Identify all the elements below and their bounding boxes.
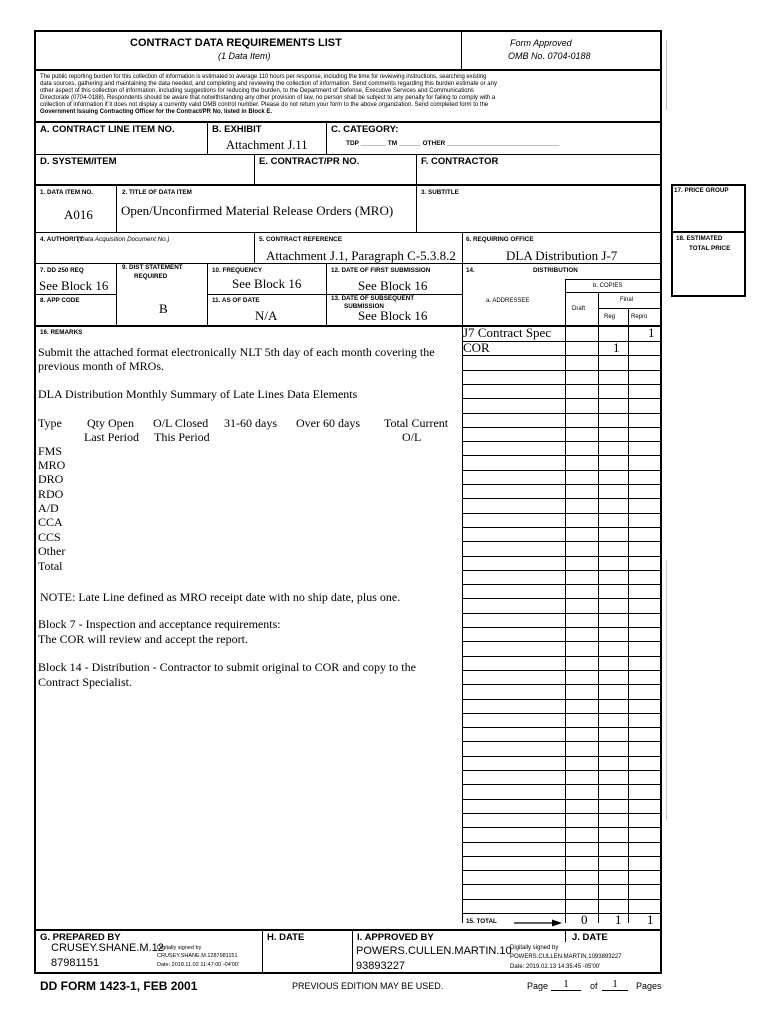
data-item-no[interactable]: A016 — [64, 207, 93, 222]
block-7-label: 7. DD 250 REQ — [40, 267, 84, 274]
distribution-row-line — [462, 699, 660, 700]
distribution-row-line — [462, 713, 660, 714]
rule — [35, 184, 661, 186]
repro-heading: Repro — [631, 314, 648, 320]
distribution-row-line — [462, 670, 660, 671]
remarks-line: previous month of MROs. — [38, 359, 164, 373]
block-8-label: 8. APP CODE — [40, 297, 80, 304]
remarks-block7: Block 7 - Inspection and acceptance requirements: — [38, 617, 281, 631]
distribution-row-line — [462, 570, 660, 571]
distribution-row-line — [462, 398, 660, 399]
divider — [116, 185, 117, 232]
divider — [565, 930, 566, 942]
block-3-label: 3. SUBTITLE — [421, 189, 459, 196]
block-2-label: 2. TITLE OF DATA ITEM — [122, 189, 192, 196]
notice-line: Directorate (0704-0188). Respondents should be aware that notwithstanding any other provision of law, no person shall be subject to any penalty for failing to comply with a — [40, 95, 496, 101]
block-f-label: F. CONTRACTOR — [421, 156, 499, 167]
form-title: CONTRACT DATA REQUIREMENTS LIST — [130, 37, 342, 49]
type-row: CCS — [38, 530, 61, 544]
block-5-label: 5. CONTRACT REFERENCE — [259, 236, 342, 243]
rule — [35, 154, 661, 155]
distribution-row-line — [462, 513, 660, 514]
block-4-note: (Data Acquisition Document No.) — [78, 236, 170, 243]
distribution-row-line — [462, 641, 660, 642]
distribution-row-line — [462, 856, 660, 857]
column-31-60: 31-60 days — [224, 416, 277, 430]
block-9-label-2: REQUIRED — [134, 273, 168, 280]
distribution-row-line — [462, 756, 660, 757]
distribution-row-line — [462, 384, 660, 385]
block-18-label-2: TOTAL PRICE — [689, 245, 731, 252]
block-j-label: J. DATE — [572, 932, 608, 943]
column-over-60: Over 60 days — [296, 416, 360, 430]
distribution-row-line — [462, 727, 660, 728]
remarks-block7-2: The COR will review and accept the report. — [38, 632, 248, 646]
block-9-label: 9. DIST STATEMENT — [122, 264, 183, 271]
block-11-label: 11. AS OF DATE — [212, 297, 260, 304]
rule — [35, 121, 661, 123]
header-divider — [461, 31, 462, 70]
type-row: DRO — [38, 472, 64, 486]
divider — [326, 122, 327, 154]
notice-line: collection of information if it does not display a currently valid OMB control number. Please do not return your form to the above organization. Send completed form to the — [40, 102, 489, 108]
distribution-row-line — [462, 884, 660, 885]
distribution-row-line — [462, 813, 660, 814]
distribution-row-line — [462, 684, 660, 685]
copies-heading: b. COPIES — [593, 283, 623, 289]
approver-name: POWERS.CULLEN.MARTIN.10 — [356, 945, 512, 957]
rule — [565, 292, 661, 293]
preparer-name: CRUSEY.SHANE.M.12 — [51, 942, 164, 954]
block-14-label: 14. — [466, 267, 475, 274]
previous-edition: PREVIOUS EDITION MAY BE USED. — [292, 981, 444, 991]
remarks-note: NOTE: Late Line defined as MRO receipt date with no ship date, plus one. — [40, 590, 401, 604]
of-label: of — [590, 981, 598, 991]
rule — [565, 279, 661, 280]
divider — [326, 263, 327, 326]
remarks-block14-2: Contract Specialist. — [38, 675, 132, 689]
divider — [352, 930, 353, 974]
distribution-row-line — [462, 441, 660, 442]
total-reg: 1 — [615, 912, 622, 927]
preparer-signed-2: CRUSEY.SHANE.M.1287981151 — [157, 953, 238, 959]
block-g-label: G. PREPARED BY — [40, 932, 121, 943]
divider — [254, 233, 255, 263]
distribution-row-line — [462, 899, 660, 900]
type-row: FMS — [38, 444, 63, 458]
block-10-label: 10. FREQUENCY — [212, 267, 263, 274]
column-total-current-2: O/L — [402, 430, 422, 444]
block-i-label: I. APPROVED BY — [357, 932, 434, 943]
distribution-row-line — [462, 556, 660, 557]
type-row: Other — [38, 544, 66, 558]
distribution-row-line — [462, 541, 660, 542]
remarks-line: Submit the attached format electronically NLT 5th day of each month covering the — [38, 345, 435, 359]
form-subtitle: (1 Data Item) — [218, 51, 271, 61]
block-c-category: TDP _______ TM ______ OTHER _______________________________ — [346, 140, 560, 147]
column-qty-open-2: Last Period — [84, 430, 139, 444]
rule — [35, 232, 661, 233]
block-c-label: C. CATEGORY: — [331, 124, 399, 135]
pages-label: Pages — [636, 981, 662, 991]
divider — [207, 122, 208, 154]
approver-signed: Digitally signed by — [510, 945, 559, 951]
rule — [35, 325, 661, 327]
block-15-label: 15. TOTAL — [466, 918, 497, 925]
remarks-block14: Block 14 - Distribution - Contractor to submit original to COR and copy to the — [38, 660, 416, 674]
divider — [416, 154, 417, 184]
notice-line: The public reporting burden for this collection of information is estimated to average 110 hours per response, including the time for reviewing instructions, searching existing — [40, 74, 487, 80]
contract-reference[interactable]: Attachment J.1, Paragraph C-5.3.8.2 — [266, 248, 456, 263]
distribution-row-line — [462, 427, 660, 428]
block-17-label: 17. PRICE GROUP — [674, 187, 729, 194]
distribution-row-line — [462, 455, 660, 456]
divider — [416, 185, 417, 232]
column-type: Type — [38, 416, 62, 430]
column-ol-closed: O/L Closed — [153, 416, 209, 430]
type-row: Total — [38, 559, 63, 573]
distribution-row-line — [462, 370, 660, 371]
data-item-title[interactable]: Open/Unconfirmed Material Release Orders (MRO) — [121, 203, 394, 218]
subsequent-submission-value[interactable]: See Block 16 — [358, 308, 428, 323]
block-1-label: 1. DATA ITEM NO. — [40, 189, 94, 196]
dist-statement-value[interactable]: B — [159, 301, 168, 316]
distribution-row-line — [462, 341, 660, 342]
block-b-label: B. EXHIBIT — [212, 124, 262, 135]
approver-name-2: 93893227 — [356, 960, 405, 972]
block-18-label: 18. ESTIMATED — [676, 235, 723, 242]
total-draft: 0 — [581, 912, 588, 927]
type-row: MRO — [38, 458, 66, 472]
rule — [598, 308, 661, 309]
distribution-row-line — [462, 799, 660, 800]
form-approved: Form Approved — [510, 38, 572, 48]
distribution-row-line — [462, 741, 660, 742]
remarks-heading: DLA Distribution Monthly Summary of Late Lines Data Elements — [38, 387, 358, 401]
block-b-value[interactable]: Attachment J.11 — [226, 138, 308, 152]
distribution-row-line — [462, 842, 660, 843]
scan-edge — [666, 40, 667, 110]
block-a-label: A. CONTRACT LINE ITEM NO. — [40, 124, 175, 135]
type-row: RDO — [38, 487, 64, 501]
block-4-label: 4. AUTHORITY — [40, 236, 84, 243]
distribution-heading: DISTRIBUTION — [533, 267, 578, 274]
reg-heading: Reg — [604, 314, 616, 320]
rule — [462, 913, 661, 914]
column-qty-open: Qty Open — [87, 416, 134, 430]
distribution-row-line — [462, 527, 660, 528]
rule — [35, 294, 116, 295]
scan-edge — [666, 560, 667, 820]
arrow-right-icon — [514, 918, 564, 928]
notice-line: Government Issuing Contracting Officer for the Contract/PR No. listed in Block E. — [40, 109, 273, 115]
rule — [35, 929, 661, 931]
distribution-row-line — [462, 613, 660, 614]
addressee-heading: a. ADDRESSEE — [486, 298, 530, 304]
notice-line: other aspect of this collection of information, including suggestions for reducing the burden, to the Department of Defense, Executive Services and Communications — [40, 88, 474, 94]
distribution-row-line — [462, 584, 660, 585]
page-total[interactable]: 1 — [602, 978, 628, 991]
approver-signed-2: POWERS.CULLEN.MARTIN.1093893227 — [510, 954, 622, 960]
divider — [462, 233, 463, 263]
column-total-current: Total Current — [384, 416, 449, 430]
requiring-office[interactable]: DLA Distribution J-7 — [506, 248, 618, 263]
preparer-signed: Digitally signed by — [157, 945, 202, 951]
preparer-signed-date: Date: 2018.11.02 11:47:00 -04'00' — [157, 962, 240, 968]
frequency-value[interactable]: See Block 16 — [232, 276, 302, 291]
preparer-name-2: 87981151 — [51, 957, 100, 969]
distribution-row-line — [462, 656, 660, 657]
notice-line: data sources, gathering and maintaining the data needed, and completing and reviewing the collection of information. Send comments regarding this burden estimate or any — [40, 81, 497, 87]
block-16-label: 16. REMARKS — [40, 329, 83, 336]
distribution-addressee[interactable]: J7 Contract Spec — [463, 325, 552, 340]
distribution-grid — [462, 341, 660, 914]
block-d-label: D. SYSTEM/ITEM — [40, 156, 117, 167]
distribution-repro-count[interactable]: 1 — [648, 325, 655, 340]
block-12-label: 12. DATE OF FIRST SUBMISSION — [331, 267, 431, 274]
column-ol-closed-2: This Period — [154, 430, 210, 444]
form-number: DD FORM 1423-1, FEB 2001 — [40, 979, 198, 993]
block-13-label-2: SUBMISSION — [344, 303, 384, 310]
approver-signed-date: Date: 2019.02.13 14:35:45 -05'00' — [510, 964, 601, 970]
first-submission-value[interactable]: See Block 16 — [358, 278, 428, 293]
omb-number: OMB No. 0704-0188 — [508, 51, 591, 61]
as-of-date-value[interactable]: N/A — [255, 308, 278, 323]
block-6-label: 6. REQUIRING OFFICE — [466, 236, 534, 243]
divider — [262, 930, 263, 974]
type-row: A/D — [38, 501, 59, 515]
distribution-row-line — [462, 598, 660, 599]
page-label: Page — [527, 981, 549, 991]
distribution-row-line — [462, 470, 660, 471]
page-number[interactable]: 1 — [551, 978, 581, 991]
total-repro: 1 — [647, 912, 654, 927]
distribution-row-line — [462, 827, 660, 828]
divider — [254, 154, 255, 184]
distribution-row-line — [462, 355, 660, 356]
distribution-row-line — [462, 770, 660, 771]
block-h-label: H. DATE — [267, 932, 305, 943]
distribution-addressee[interactable]: COR — [463, 340, 490, 355]
distribution-row-line — [462, 484, 660, 485]
type-row: CCA — [38, 515, 63, 529]
draft-heading: Draft — [572, 306, 586, 312]
dd250-value[interactable]: See Block 16 — [39, 278, 109, 293]
distribution-row-line — [462, 413, 660, 414]
distribution-row-line — [462, 870, 660, 871]
divider — [116, 263, 117, 326]
distribution-reg-count[interactable]: 1 — [613, 340, 620, 355]
block-13-label: 13. DATE OF SUBSEQUENT — [331, 295, 415, 302]
block-e-label: E. CONTRACT/PR NO. — [259, 156, 360, 167]
distribution-row-line — [462, 627, 660, 628]
final-heading: Final — [620, 297, 634, 303]
distribution-row-line — [462, 498, 660, 499]
distribution-row-line — [462, 784, 660, 785]
rule — [35, 69, 661, 71]
